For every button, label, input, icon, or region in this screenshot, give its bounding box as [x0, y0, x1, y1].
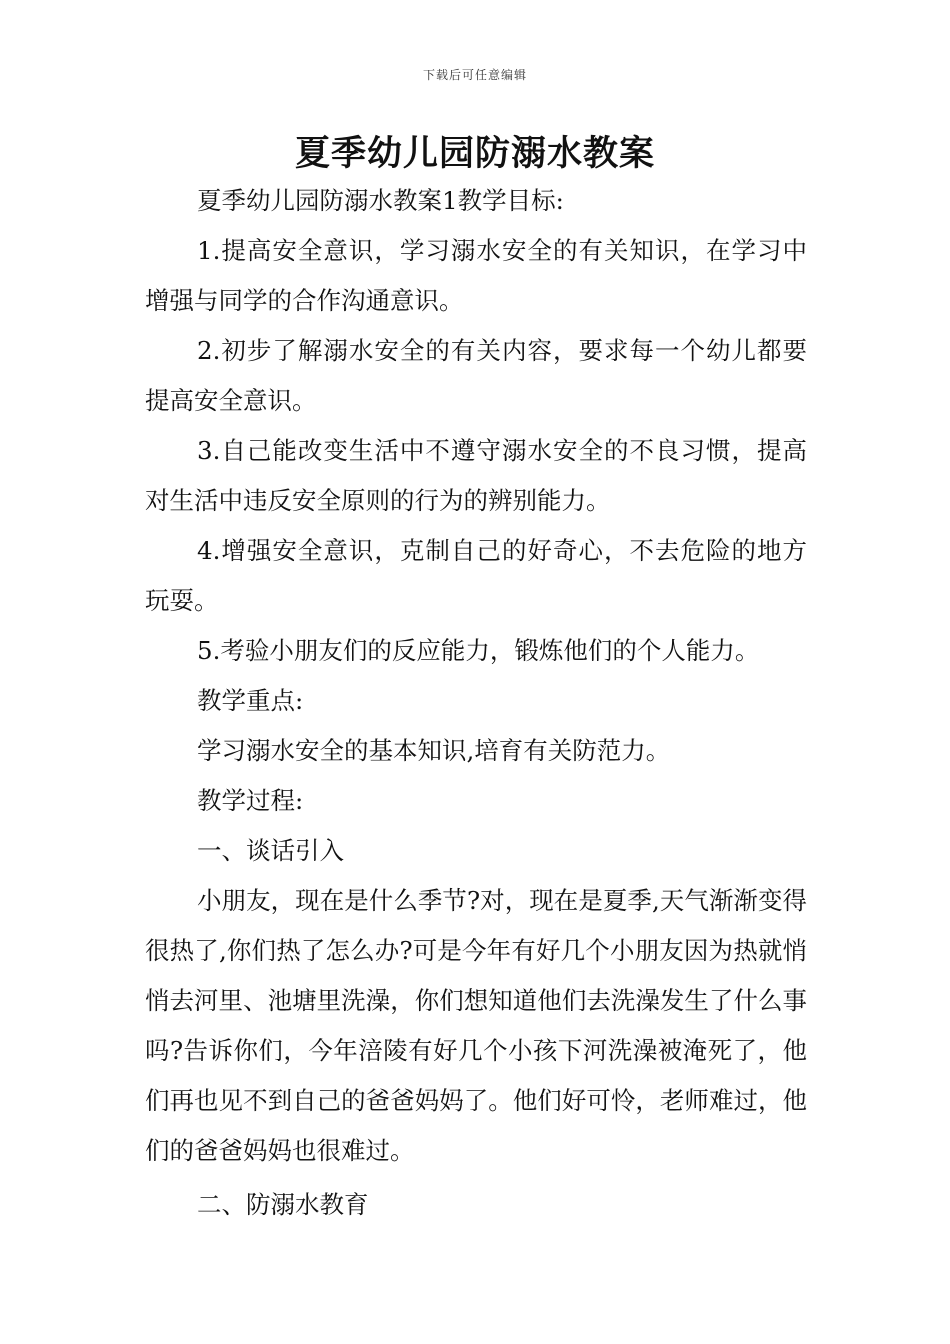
paragraph-objectives-heading: 夏季幼儿园防溺水教案1教学目标:: [197, 186, 564, 215]
paragraph-introduction: 小朋友，现在是什么季节?对，现在是夏季,天气渐渐变得很热了,你们热了怎么办?可是今年有好几个小朋友因为热就悄悄去河里、池塘里洗澡，你们想知道他们去洗澡发生了什么事吗?告诉你们，今年涪陵有好几个小孩下河洗澡被淹死了，他们再也见不到自己的爸爸妈妈了。他们好可怜，老师难过，他们的爸爸妈妈也很难过。: [145, 886, 807, 1165]
document-body: [145, 176, 807, 1230]
paragraph-section-1-heading: 一、谈话引入: [197, 836, 344, 865]
header-note: 下载后可任意编辑: [422, 68, 527, 82]
paragraph-objective-2: 2.初步了解溺水安全的有关内容，要求每一个幼儿都要提高安全意识。: [145, 336, 807, 415]
paragraph-objective-1: 1.提高安全意识，学习溺水安全的有关知识，在学习中增强与同学的合作沟通意识。: [145, 236, 807, 315]
paragraph-objective-5: 5.考验小朋友们的反应能力，锻炼他们的个人能力。: [197, 636, 760, 665]
document-title: 夏季幼儿园防溺水教案: [294, 134, 655, 174]
paragraph-objective-4: 4.增强安全意识，克制自己的好奇心，不去危险的地方玩耍。: [145, 536, 807, 615]
paragraph-section-2-heading: 二、防溺水教育: [197, 1190, 369, 1219]
paragraph-key-points: 学习溺水安全的基本知识,培育有关防范力。: [197, 736, 671, 765]
paragraph-key-points-heading: 教学重点:: [197, 686, 304, 715]
paragraph-process-heading: 教学过程:: [197, 786, 304, 815]
paragraph-objective-3: 3.自己能改变生活中不遵守溺水安全的不良习惯，提高对生活中违反安全原则的行为的辨别能力。: [145, 436, 807, 515]
